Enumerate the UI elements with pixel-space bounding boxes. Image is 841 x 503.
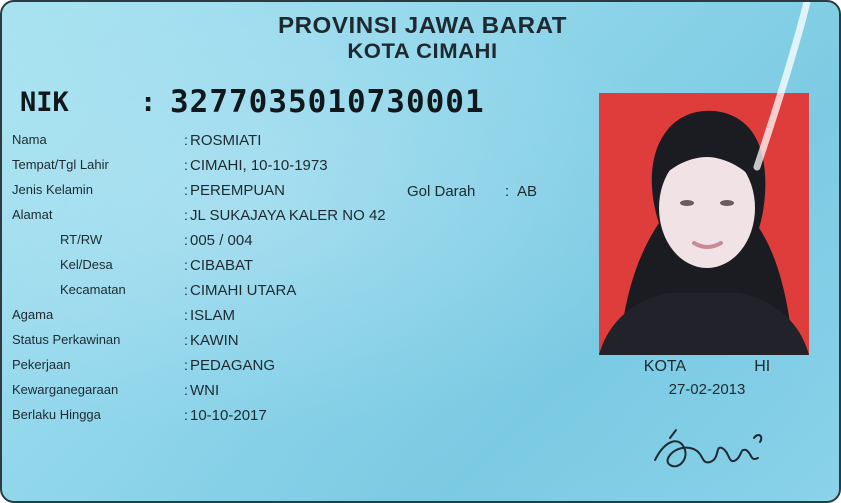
field-colon: :	[184, 282, 188, 298]
field-label: Tempat/Tgl Lahir	[12, 157, 109, 172]
field-colon: :	[184, 207, 188, 223]
field-colon: :	[184, 257, 188, 273]
field-label: RT/RW	[60, 232, 103, 247]
field-label: Status Perkawinan	[12, 332, 121, 347]
field-colon: :	[184, 407, 188, 423]
issue-city-label: KOTA	[643, 358, 686, 375]
field-value: CIMAHI, 10-10-1973	[190, 157, 328, 174]
field-colon: :	[184, 132, 188, 148]
field-value: ISLAM	[190, 307, 236, 324]
issue-city-suffix: HI	[754, 358, 771, 375]
field-value: PEDAGANG	[190, 357, 276, 374]
field-colon: :	[184, 232, 188, 248]
field-label: Jenis Kelamin	[12, 182, 93, 197]
field-colon: :	[184, 157, 188, 173]
field-value: PEREMPUAN	[190, 182, 286, 199]
field-value: CIMAHI UTARA	[190, 282, 297, 299]
nik-row	[20, 84, 485, 120]
field-label: Agama	[12, 307, 54, 322]
field-label: Kel/Desa	[60, 257, 113, 272]
field-label: Kewarganegaraan	[12, 382, 119, 397]
field-colon: :	[184, 182, 188, 198]
field-label: Alamat	[12, 207, 53, 222]
field-value: WNI	[190, 382, 220, 399]
field-value: KAWIN	[190, 332, 239, 349]
field-colon: :	[184, 382, 188, 398]
nik-colon: :	[140, 86, 157, 118]
city-title: KOTA CIMAHI	[347, 40, 498, 63]
gol-darah-colon: :	[505, 183, 510, 200]
field-label: Berlaku Hingga	[12, 407, 101, 422]
field-colon: :	[184, 307, 188, 323]
field-colon: :	[184, 357, 188, 373]
issue-date: 27-02-2013	[668, 381, 746, 398]
nik-label: NIK	[20, 86, 69, 118]
gol-darah-label: Gol Darah	[407, 183, 476, 200]
issue-city	[602, 358, 812, 376]
field-label: Kecamatan	[60, 282, 126, 297]
field-value: 10-10-2017	[190, 407, 267, 424]
gol-darah-value: AB	[517, 183, 538, 200]
field-value: CIBABAT	[190, 257, 254, 274]
field-label: Nama	[12, 132, 47, 147]
field-label: Pekerjaan	[12, 357, 71, 372]
nik-value: 3277035010730001	[170, 84, 485, 120]
field-value: JL SUKAJAYA KALER NO 42	[190, 207, 386, 224]
field-value: ROSMIATI	[190, 132, 262, 149]
field-value: 005 / 004	[190, 232, 253, 249]
glare-streak	[747, 2, 817, 172]
gol-darah	[407, 183, 538, 200]
field-colon: :	[184, 332, 188, 348]
province-title: PROVINSI JAWA BARAT	[277, 12, 568, 38]
signature-icon	[650, 420, 770, 480]
